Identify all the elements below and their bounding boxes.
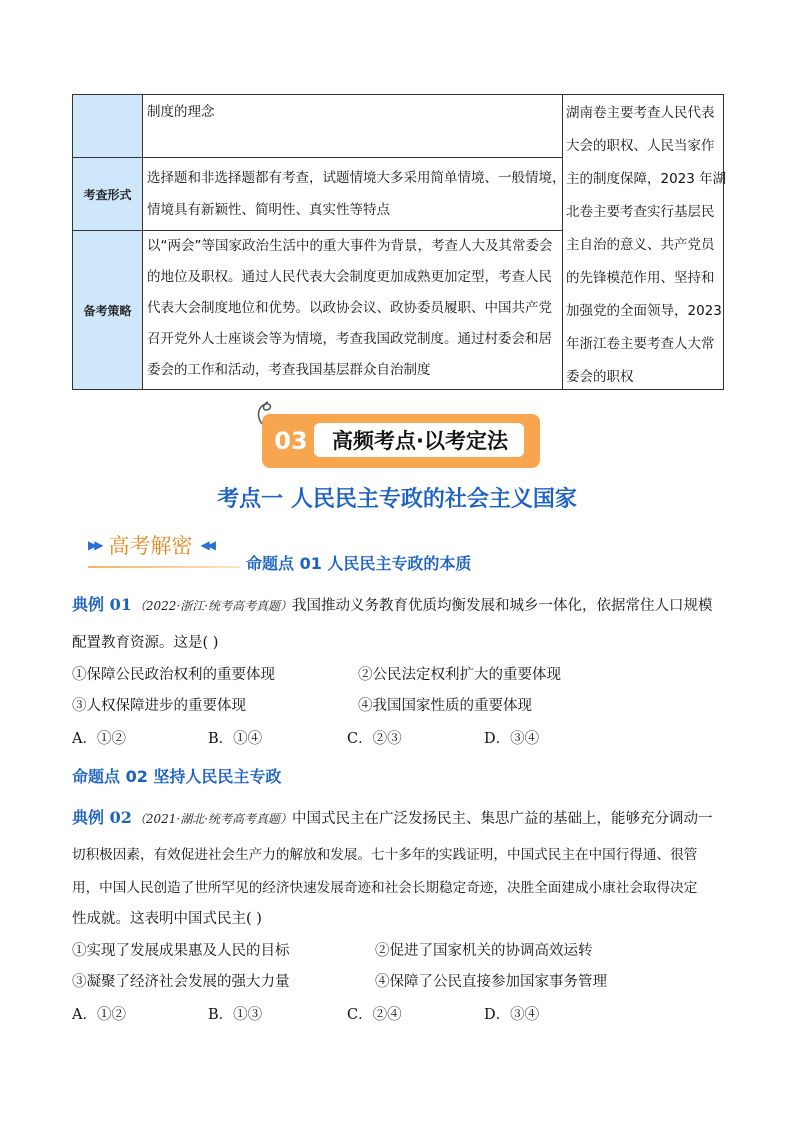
section-banner-number: 03 <box>274 427 308 455</box>
example1-choice: C．②③ <box>347 731 402 747</box>
example2-line: 用，中国人民创造了世所罕见的经济快速发展奇迹和社会长期稳定奇迹，决胜全面建成小康社会取得决定 <box>72 880 698 896</box>
example2-source: （2021·湖北·统考高考真题） <box>133 812 293 826</box>
table-row3-line: 的地位及职权。通过人民代表大会制度更加成熟更加定型，考查人民 <box>147 269 552 285</box>
example1-text: 我国推动义务教育优质均衡发展和城乡一体化，依据常住人口规模 <box>292 598 713 614</box>
secret-header <box>88 530 213 560</box>
table-row1-body <box>142 94 563 158</box>
double-arrow-right-icon: ▶▶ <box>88 538 101 552</box>
table-side-line: 主自治的意义、共产党员 <box>566 237 715 253</box>
example2-option: ①实现了发展成果惠及人民的目标 <box>72 943 290 959</box>
table-row1-text: 制度的理念 <box>147 104 215 120</box>
table-label-strategy: 备考策略 <box>72 230 143 390</box>
table-side-line: 湖南卷主要考查人民代表 <box>566 105 715 121</box>
example2-choice: B．①③ <box>208 1007 263 1023</box>
example2-text: 中国式民主在广泛发扬民主、集思广益的基础上，能够充分调动一 <box>292 811 713 827</box>
topic2-title: 命题点 02 坚持人民民主专政 <box>72 767 282 786</box>
table-row3-body <box>142 230 563 390</box>
table-row2-line: 选择题和非选择题都有考查，试题情境大多采用简单情境、一般情境， <box>147 170 566 186</box>
example2-choice: C．②④ <box>347 1007 402 1023</box>
example1-line <box>72 592 713 615</box>
table-side-line: 年浙江卷主要考查人大常 <box>566 336 715 352</box>
table-side-line: 大会的职权、人民当家作 <box>566 138 715 154</box>
table-row3-line: 代表大会制度地位和优势。以政协会议、政协委员履职、中国共产党 <box>147 300 552 316</box>
example1-option: ②公民法定权利扩大的重要体现 <box>358 667 561 683</box>
example1-option: ③人权保障进步的重要体现 <box>72 698 246 714</box>
example1-option: ④我国国家性质的重要体现 <box>358 698 532 714</box>
example1-choice: D．③④ <box>484 731 540 747</box>
table-side-line: 的先锋模范作用、坚持和 <box>566 270 715 286</box>
example2-choice: D．③④ <box>484 1007 540 1023</box>
table-side-line: 加强党的全面领导，2023 <box>566 303 722 319</box>
example2-line <box>72 805 713 828</box>
example1-option: ①保障公民政治权利的重要体现 <box>72 667 275 683</box>
example2-option: ②促进了国家机关的协调高效运转 <box>375 943 593 959</box>
example2-line: 性成就。这表明中国式民主( ) <box>72 911 262 927</box>
secret-header-underline <box>88 566 240 568</box>
table-side-line: 北卷主要考查实行基层民 <box>566 204 715 220</box>
section-title: 考点一 人民民主专政的社会主义国家 <box>217 487 577 512</box>
topic1-title: 命题点 01 人民民主专政的本质 <box>246 554 472 573</box>
example1-tag: 典例 01 <box>72 595 132 614</box>
table-row2-body <box>142 157 566 231</box>
example2-line: 切积极因素，有效促进社会生产力的解放和发展。七十多年的实践证明，中国式民主在中国行得通、很管 <box>72 847 698 863</box>
section-banner-title: 高频考点·以考定法 <box>332 429 508 453</box>
exam-info-table <box>72 94 727 390</box>
example1-line: 配置教育资源。这是( ) <box>72 635 219 651</box>
table-row3-line: 委会的工作和活动，考查我国基层群众自治制度 <box>147 362 431 378</box>
double-arrow-left-icon: ◀◀ <box>200 538 213 552</box>
example1-choice: A．①② <box>72 731 126 747</box>
table-row2-line: 情境具有新颖性、简明性、真实性等特点 <box>147 202 390 218</box>
table-side-line: 委会的职权 <box>566 369 634 385</box>
table-side-column <box>562 94 727 390</box>
table-row3-line: 以“两会”等国家政治生活中的重大事件为背景，考查人大及其常委会 <box>147 238 553 254</box>
example2-tag: 典例 02 <box>72 808 132 827</box>
table-side-line: 主的制度保障，2023 年湖 <box>566 171 727 187</box>
example1-source: （2022·浙江·统考高考真题） <box>133 599 293 613</box>
example2-option: ③凝聚了经济社会发展的强大力量 <box>72 974 290 990</box>
example2-option: ④保障了公民直接参加国家事务管理 <box>375 974 607 990</box>
example2-choice: A．①② <box>72 1007 126 1023</box>
table-label-format: 考查形式 <box>72 157 143 231</box>
secret-header-text: 高考解密 <box>108 534 193 558</box>
example1-choice: B．①④ <box>208 731 263 747</box>
table-row3-line: 召开党外人士座谈会等为情境，考查我国政党制度。通过村委会和居 <box>147 331 552 347</box>
table-label-empty <box>72 94 143 158</box>
